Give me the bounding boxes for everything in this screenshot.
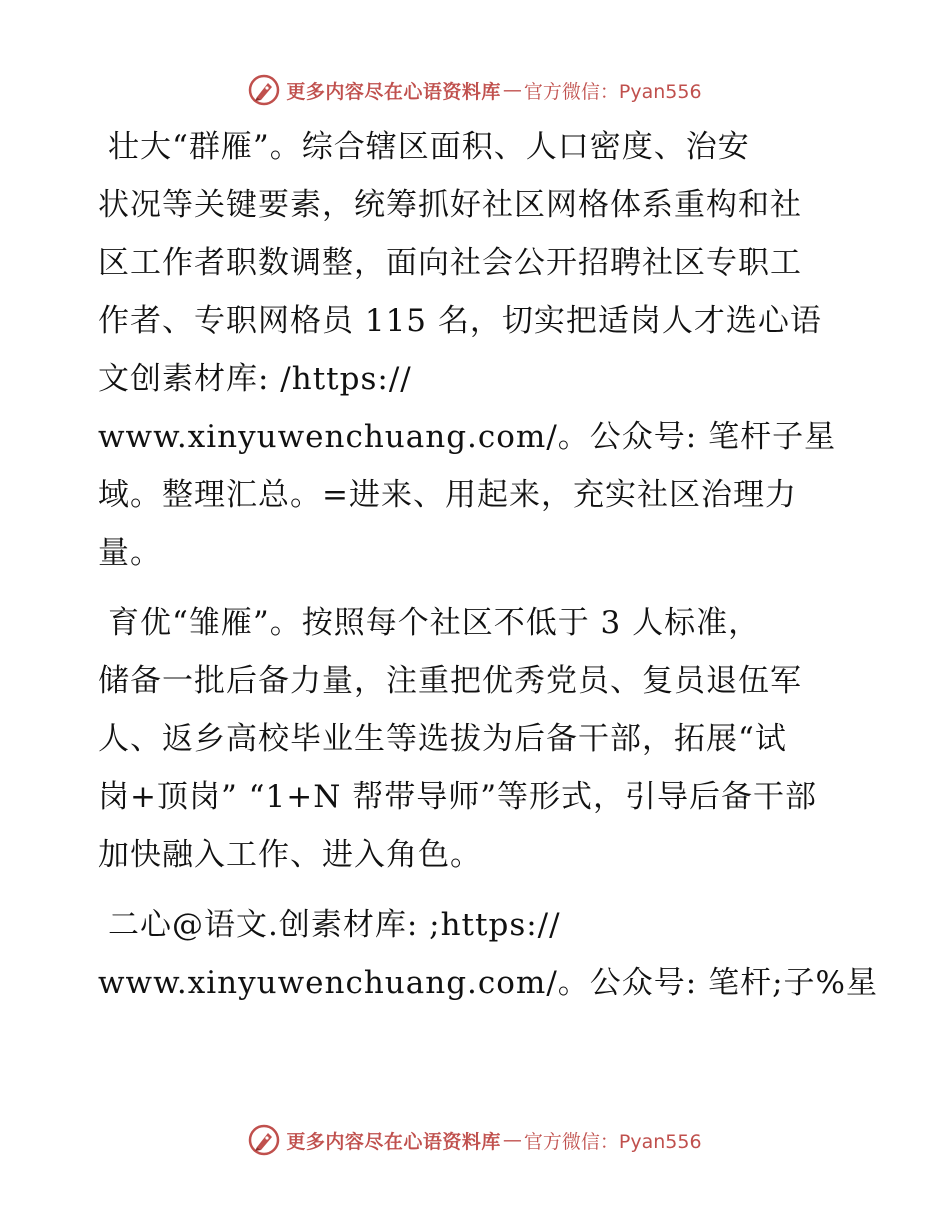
banner-separator: — <box>502 79 522 101</box>
text-line: 作者、专职网格员 115 名，切实把适岗人才选心语 <box>98 303 822 339</box>
text-line: 二心@语文.创素材库: ;https:// <box>108 907 561 943</box>
text-line: 壮大“群雁”。综合辖区面积、人口密度、治安 <box>108 129 750 165</box>
banner-separator: — <box>502 1129 522 1151</box>
text-line: 岗+顶岗” “1+N 帮带导师”等形式，引导后备干部 <box>98 779 818 815</box>
footer-banner <box>0 1120 950 1160</box>
pen-nib-icon <box>248 1124 280 1156</box>
text-line: www.xinyuwenchuang.com/。公众号: 笔杆;子%星 <box>98 965 878 1001</box>
banner-wechat: 官方微信：Pyan556 <box>523 1130 702 1153</box>
pen-nib-icon <box>248 74 280 106</box>
paragraph-2 <box>98 594 858 884</box>
document-body <box>98 118 878 1024</box>
banner-text: 更多内容尽在心语资料库 <box>286 80 501 103</box>
text-line: 状况等关键要素，统筹抓好社区网格体系重构和社 <box>98 187 802 223</box>
text-line: 人、返乡高校毕业生等选拔为后备干部，拓展“试 <box>98 721 787 757</box>
text-line: www.xinyuwenchuang.com/。公众号: 笔杆子星 <box>98 419 837 455</box>
paragraph-3 <box>98 896 878 1012</box>
text-line: 加快融入工作、进入角色。 <box>98 837 482 873</box>
text-line: 储备一批后备力量，注重把优秀党员、复员退伍军 <box>98 663 802 699</box>
text-line: 域。整理汇总。=进来、用起来，充实社区治理力 <box>98 477 797 513</box>
text-line: 文创素材库: /https:// <box>98 361 412 397</box>
banner-text: 更多内容尽在心语资料库 <box>286 1130 501 1153</box>
text-line: 量。 <box>98 535 162 571</box>
text-line: 区工作者职数调整，面向社会公开招聘社区专职工 <box>98 245 802 281</box>
banner-wechat: 官方微信：Pyan556 <box>523 80 702 103</box>
paragraph-1 <box>98 118 858 582</box>
text-line: 育优“雏雁”。按照每个社区不低于 3 人标准， <box>108 605 761 641</box>
header-banner <box>0 70 950 110</box>
